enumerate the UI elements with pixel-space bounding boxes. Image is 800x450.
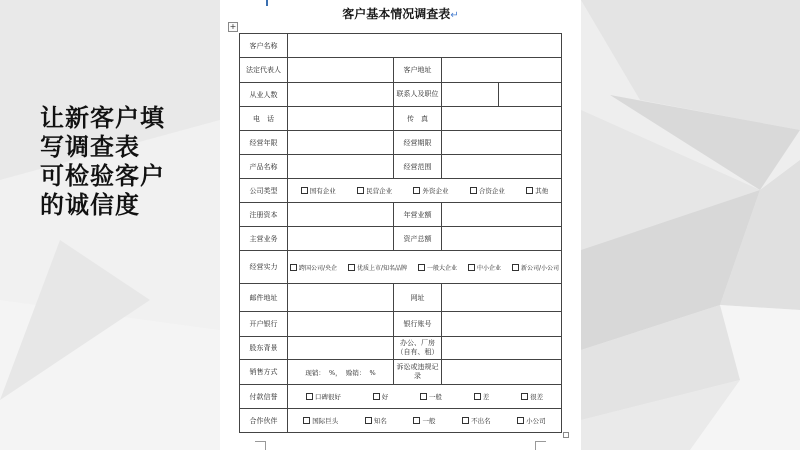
option-unknown[interactable] [462,416,491,425]
slogan-line: 的诚信度 [40,191,140,219]
option-label: 新公司/小公司 [520,264,559,272]
cell-customer-address-label: 客户地址 [394,58,442,83]
cell-legal-rep-value[interactable] [288,58,394,83]
option-label: 很差 [530,393,544,401]
table-row [240,179,562,203]
checkbox-icon[interactable] [517,417,524,424]
option-excellent[interactable] [306,392,341,401]
checkbox-icon[interactable] [468,264,475,271]
table-row [240,107,562,131]
cell-partners-label: 合作伙伴 [240,409,288,433]
table-move-handle-icon[interactable]: + [229,22,237,31]
cell-business-scope-value[interactable] [442,155,562,179]
option-large-enterprise[interactable] [418,263,457,272]
cell-shareholders-label: 股东背景 [240,337,288,360]
checkbox-icon[interactable] [462,417,469,424]
cell-fax-label: 传 真 [394,107,442,131]
checkbox-icon[interactable] [413,187,420,194]
table-row [240,155,562,179]
table-row [240,312,562,337]
option-good[interactable] [373,392,389,401]
cell-total-assets-label: 资产总额 [394,227,442,251]
cell-contact-name-value[interactable] [442,83,499,107]
option-label: 中小企业 [476,264,501,272]
option-multinational[interactable] [290,263,337,272]
table-row [240,203,562,227]
cell-operating-term-label: 经营期限 [394,131,442,155]
credit-sales-label: 赊销： [345,368,366,377]
slogan-text [40,104,165,220]
page-margin-corner-icon [255,441,266,450]
cell-annual-revenue-value[interactable] [442,203,562,227]
option-label: 合资企业 [478,187,505,195]
cell-contact-label: 联系人及职位 [394,83,442,107]
cell-bank-account-value[interactable] [442,312,562,337]
cell-company-type-label: 公司类型 [240,179,288,203]
table-resize-handle-icon[interactable] [563,432,569,438]
checkbox-icon[interactable] [373,393,380,400]
cell-sales-method-label: 销售方式 [240,360,288,385]
cell-sales-method-value[interactable] [288,360,394,385]
customer-survey-table [239,33,562,433]
option-private[interactable] [357,186,392,195]
cash-sales-unit: %， [328,368,342,377]
option-label: 差 [482,393,490,401]
table-row [240,385,562,409]
table-row [240,34,562,58]
option-foreign[interactable] [413,186,448,195]
checkbox-icon[interactable] [470,187,477,194]
checkbox-icon[interactable] [365,417,372,424]
cell-bank-label: 开户银行 [240,312,288,337]
cell-premises-value[interactable] [442,337,562,360]
option-joint-venture[interactable] [470,186,505,195]
cell-total-assets-value[interactable] [442,227,562,251]
cell-main-business-label: 主营业务 [240,227,288,251]
slogan-line: 写调查表 [40,133,140,161]
document-title-text: 客户基本情况调查表 [342,7,451,21]
checkbox-icon[interactable] [521,393,528,400]
cell-payment-credit-options [288,385,562,409]
option-label: 口碑很好 [314,393,341,401]
slogan-line: 可检验客户 [40,162,165,190]
cell-premises-label: 办公、厂房（自有、租） [394,337,442,360]
option-small-company[interactable] [517,416,546,425]
cell-strength-options [288,251,562,284]
cell-annual-revenue-label: 年营业额 [394,203,442,227]
checkbox-icon[interactable] [301,187,308,194]
option-ordinary[interactable] [413,416,435,425]
cell-business-scope-label: 经营范围 [394,155,442,179]
cell-fax-value[interactable] [442,107,562,131]
cash-sales-label: 现销： [305,368,325,377]
table-row [240,360,562,385]
checkbox-icon[interactable] [303,417,310,424]
table-row [240,131,562,155]
table-row [240,227,562,251]
cell-mail-address-value[interactable] [288,284,394,312]
checkbox-icon[interactable] [348,264,355,271]
cell-operating-years-label: 经营年限 [240,131,288,155]
option-label: 国际巨头 [312,417,339,425]
cell-bank-value[interactable] [288,312,394,337]
cell-product-name-value[interactable] [288,155,394,179]
cell-registered-capital-value[interactable] [288,203,394,227]
cell-main-business-value[interactable] [288,227,394,251]
cell-legal-rep-label: 法定代表人 [240,58,288,83]
option-label: 国有企业 [309,187,336,195]
option-global-giant[interactable] [303,416,338,425]
table-row [240,284,562,312]
table-row [240,251,562,284]
cell-operating-term-value[interactable] [442,131,562,155]
cell-registered-capital-label: 注册资本 [240,203,288,227]
credit-sales-unit: % [369,368,376,377]
option-label: 民营企业 [366,187,393,195]
option-label: 跨国公司/央企 [299,264,338,272]
table-row [240,409,562,433]
cell-customer-name-label: 客户名称 [240,34,288,58]
option-label: 外资企业 [422,187,449,195]
cell-litigation-label: 诉讼或违规记录 [394,360,442,385]
cell-contact-position-value[interactable] [499,83,562,107]
cell-customer-name-value[interactable] [288,34,562,58]
cell-bank-account-label: 银行账号 [394,312,442,337]
table-row [240,58,562,83]
cell-payment-credit-label: 付款信誉 [240,385,288,409]
option-label: 小公司 [526,417,546,425]
checkbox-icon[interactable] [306,393,313,400]
slogan-line: 让新客户填 [40,104,165,132]
cell-employees-value[interactable] [288,83,394,107]
table-row [240,337,562,360]
checkbox-icon[interactable] [357,187,364,194]
checkbox-icon[interactable] [418,264,425,271]
cell-customer-address-value[interactable] [442,58,562,83]
option-label: 优质上市/知名品牌 [357,264,408,272]
cell-shareholders-value[interactable] [288,337,394,360]
cell-mail-address-label: 邮件地址 [240,284,288,312]
option-label: 一般 [422,417,436,425]
cell-product-name-label: 产品名称 [240,155,288,179]
document-title [220,5,581,22]
option-label: 一般大企业 [427,264,458,272]
option-label: 一般 [428,393,442,401]
cell-phone-value[interactable] [288,107,394,131]
cell-phone-label: 电 话 [240,107,288,131]
page-margin-corner-icon [535,441,546,450]
option-poor[interactable] [474,392,490,401]
table-row [240,83,562,107]
option-label: 好 [381,393,389,401]
checkbox-icon[interactable] [474,393,481,400]
option-well-known[interactable] [365,416,387,425]
cell-employees-label: 从业人数 [240,83,288,107]
option-other[interactable] [526,186,548,195]
option-label: 其他 [535,187,549,195]
cell-operating-years-value[interactable] [288,131,394,155]
checkbox-icon[interactable] [420,393,427,400]
cell-website-value[interactable] [442,284,562,312]
paragraph-return-icon: ↵ [450,10,459,21]
cell-partners-options [288,409,562,433]
cell-strength-label: 经营实力 [240,251,288,284]
checkbox-icon[interactable] [526,187,533,194]
cell-website-label: 网址 [394,284,442,312]
option-label: 知名 [373,417,387,425]
checkbox-icon[interactable] [290,264,297,271]
option-label: 不出名 [471,417,491,425]
checkbox-icon[interactable] [413,417,420,424]
option-listed-brand[interactable] [348,263,407,272]
option-sme[interactable] [468,263,501,272]
checkbox-icon[interactable] [512,264,519,271]
cell-litigation-value[interactable] [442,360,562,385]
option-average[interactable] [420,392,442,401]
option-new-small[interactable] [512,263,559,272]
cell-company-type-options [288,179,562,203]
option-very-poor[interactable] [521,392,543,401]
option-state-owned[interactable] [301,186,336,195]
